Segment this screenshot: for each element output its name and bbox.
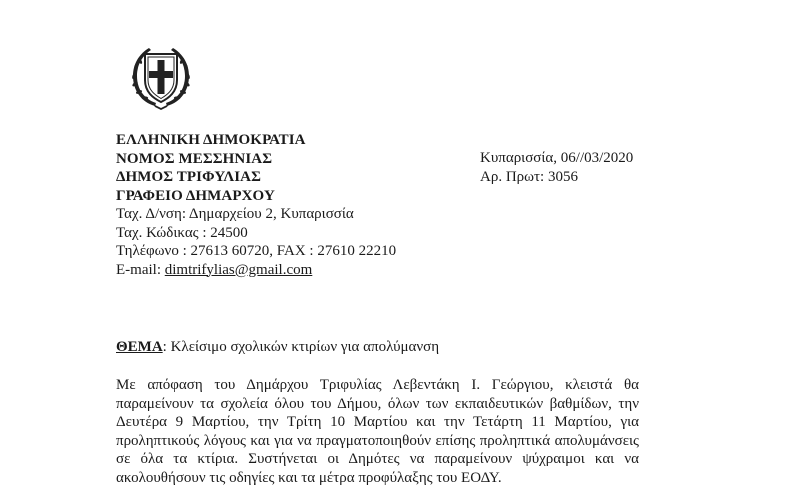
body-line: σε όλα τα κτίρια. Συστήνεται οι Δημότες να παραμείνουν ψύχραιμοι και να bbox=[116, 451, 639, 468]
subject-label: ΘΕΜΑ bbox=[116, 339, 163, 355]
authority-line-prefecture: ΝΟΜΟΣ ΜΕΣΣΗΝΙΑΣ bbox=[116, 150, 273, 167]
protocol-number: Αρ. Πρωτ: 3056 bbox=[480, 168, 578, 185]
authority-line-municipality: ΔΗΜΟΣ ΤΡΙΦΥΛΙΑΣ bbox=[116, 169, 261, 185]
postal-code-line: Ταχ. Κώδικας : 24500 bbox=[116, 224, 248, 241]
subject-text: : Κλείσιμο σχολικών κτιρίων για απολύμανση bbox=[162, 339, 440, 355]
body-paragraph bbox=[116, 376, 639, 488]
email-label: E-mail: bbox=[116, 261, 165, 278]
authority-line-country: ΕΛΛΗΝΙΚΗ ΔΗΜΟΚΡΑΤΙΑ bbox=[116, 132, 306, 148]
body-line: Με απόφαση του Δημάρχου Τριφυλίας Λεβεντάκη Ι. Γεώργιου, κλειστά θα bbox=[116, 377, 639, 393]
body-line: προληπτικούς λόγους και για να πραγματοποιηθούν επίσης προληπτικά απολυμάνσεις bbox=[116, 432, 639, 449]
body-line: ακολουθήσουν τις οδηγίες και τα μέτρα προφύλαξης του ΕΟΔΥ. bbox=[116, 469, 502, 486]
email-link[interactable]: dimtrifylias@gmail.com bbox=[164, 261, 313, 278]
subject-line bbox=[116, 338, 439, 357]
body-line: Δευτέρα 9 Μαρτίου, την Τρίτη 10 Μαρτίου και την Τετάρτη 11 Μαρτίου, για bbox=[116, 414, 639, 431]
greek-coat-of-arms-icon bbox=[125, 40, 197, 112]
document-meta bbox=[480, 149, 633, 186]
sender-block bbox=[116, 131, 396, 279]
place-date: Κυπαρισσία, 06//03/2020 bbox=[480, 150, 634, 166]
email-line bbox=[116, 261, 396, 280]
body-line: παραμείνουν τα σχολεία όλου του Δήμου, όλων των εκπαιδευτικών βαθμίδων, την bbox=[116, 395, 639, 412]
address-line: Ταχ. Δ/νση: Δημαρχείου 2, Κυπαρισσία bbox=[116, 206, 354, 222]
phone-line: Τηλέφωνο : 27613 60720, FAX : 27610 22210 bbox=[116, 243, 397, 259]
authority-line-office: ΓΡΑΦΕΙΟ ΔΗΜΑΡΧΟΥ bbox=[116, 187, 275, 204]
